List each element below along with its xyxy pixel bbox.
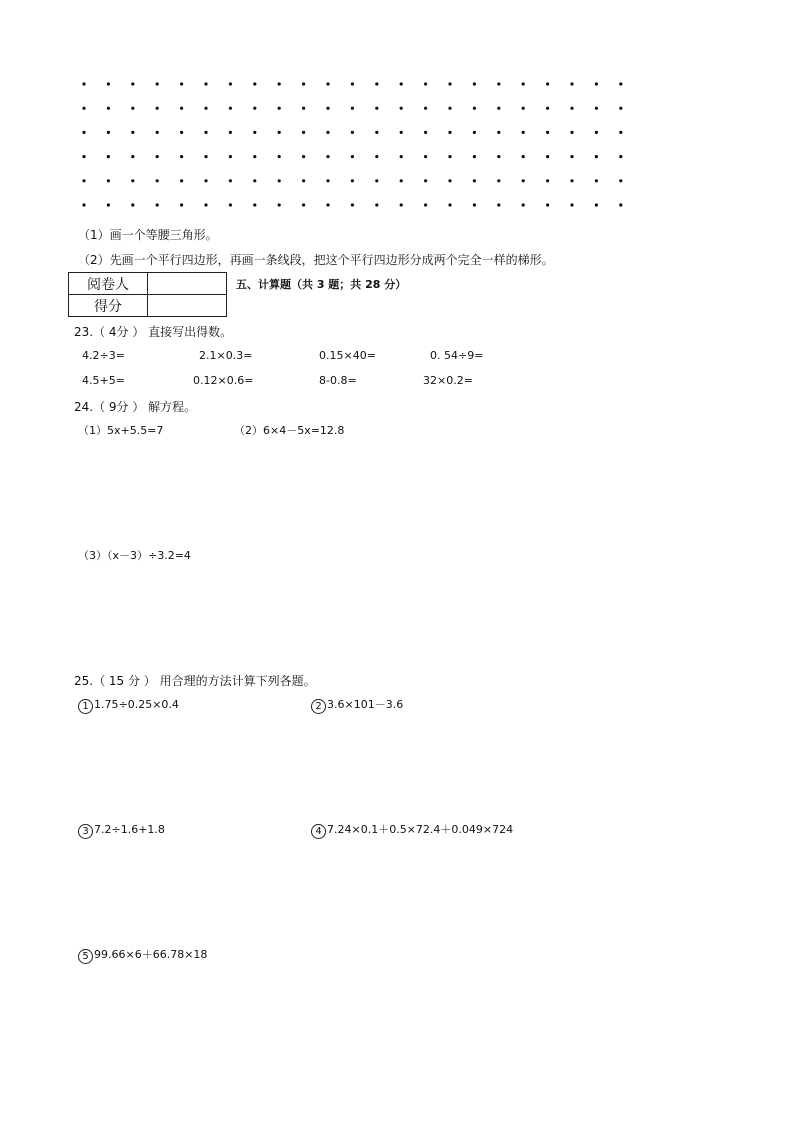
grid-dot <box>302 203 305 206</box>
grid-dot <box>595 82 598 85</box>
grid-dot <box>278 155 281 158</box>
grid-dot <box>204 155 207 158</box>
grid-dot <box>253 203 256 206</box>
grid-dot <box>448 155 451 158</box>
dot-grid <box>74 76 634 216</box>
grid-dot <box>82 107 85 110</box>
grid-dot <box>546 179 549 182</box>
q25-item <box>78 948 207 964</box>
grid-dot <box>107 203 110 206</box>
grid-dot <box>448 203 451 206</box>
grid-dot <box>351 179 354 182</box>
grid-dot <box>424 155 427 158</box>
grid-dot <box>424 107 427 110</box>
grid-dot <box>448 179 451 182</box>
grid-dot <box>473 155 476 158</box>
grid-dot <box>473 131 476 134</box>
grid-dot <box>278 203 281 206</box>
q25-item <box>311 698 403 714</box>
grid-dot <box>448 131 451 134</box>
grid-dot <box>400 155 403 158</box>
grid-dot <box>229 179 232 182</box>
grid-dot <box>351 155 354 158</box>
q25-title: 25.（ 15 分 ） 用合理的方法计算下列各题。 <box>74 674 316 688</box>
grid-dot <box>229 155 232 158</box>
grid-dot <box>522 203 525 206</box>
grid-dot <box>204 107 207 110</box>
grid-dot <box>522 179 525 182</box>
reviewer-label: 阅卷人 <box>69 273 148 295</box>
grid-dot <box>570 131 573 134</box>
grid-dot <box>302 131 305 134</box>
circled-number: 5 <box>78 949 93 964</box>
grid-dot <box>131 107 134 110</box>
grid-dot <box>278 82 281 85</box>
grid-dot <box>253 107 256 110</box>
grid-dot <box>497 179 500 182</box>
grid-dot <box>204 82 207 85</box>
grid-dot <box>229 107 232 110</box>
grid-dot <box>131 155 134 158</box>
grid-dot <box>107 107 110 110</box>
grid-dot <box>229 131 232 134</box>
q24-equation-1: （1）5x+5.5=7 <box>78 424 164 437</box>
grid-dot <box>570 82 573 85</box>
grid-dot <box>375 155 378 158</box>
grid-dot <box>522 107 525 110</box>
grid-dot <box>326 131 329 134</box>
q24-equation-3: （3）（x－3）÷3.2=4 <box>78 549 191 562</box>
grid-dot <box>131 203 134 206</box>
grid-dot <box>302 82 305 85</box>
grid-dot <box>107 155 110 158</box>
q25-expression: 1.75÷0.25×0.4 <box>94 698 179 711</box>
grid-dot <box>326 179 329 182</box>
grid-dot <box>595 155 598 158</box>
grid-dot <box>473 203 476 206</box>
grid-dot <box>424 131 427 134</box>
grid-dot <box>400 107 403 110</box>
grid-dot <box>400 203 403 206</box>
grid-dot <box>156 203 159 206</box>
grid-dot <box>82 179 85 182</box>
grid-dot <box>619 107 622 110</box>
grid-dot <box>156 179 159 182</box>
grid-dot <box>448 107 451 110</box>
grid-dot <box>424 203 427 206</box>
grid-dot <box>180 179 183 182</box>
grid-dot <box>400 82 403 85</box>
grid-dot <box>375 107 378 110</box>
grid-dot <box>82 131 85 134</box>
grid-dot <box>473 107 476 110</box>
grid-dot <box>448 82 451 85</box>
grid-dot <box>229 82 232 85</box>
grid-dot <box>546 131 549 134</box>
q23-item: 8-0.8= <box>319 374 357 387</box>
q23-title: 23.（ 4分 ） 直接写出得数。 <box>74 325 233 339</box>
grid-dot <box>570 203 573 206</box>
grid-dot <box>326 203 329 206</box>
grid-dot <box>131 82 134 85</box>
score-field[interactable] <box>148 295 227 317</box>
q25-expression: 7.2÷1.6+1.8 <box>94 823 165 836</box>
grid-dot <box>595 131 598 134</box>
grid-dot <box>302 155 305 158</box>
q25-item <box>311 823 513 839</box>
grid-dot <box>619 82 622 85</box>
q23-item: 0.15×40= <box>319 349 376 362</box>
grid-dot <box>522 82 525 85</box>
grid-dot <box>204 131 207 134</box>
circled-number: 1 <box>78 699 93 714</box>
grid-dot <box>375 131 378 134</box>
grid-dot <box>522 155 525 158</box>
grid-dot <box>82 155 85 158</box>
grid-dot <box>570 155 573 158</box>
grid-dot <box>619 203 622 206</box>
q23-item: 32×0.2= <box>423 374 473 387</box>
grid-dot <box>278 179 281 182</box>
grid-dot <box>326 155 329 158</box>
q23-item: 4.5+5= <box>82 374 125 387</box>
grid-dot <box>522 131 525 134</box>
grid-dot <box>180 82 183 85</box>
grid-dot <box>229 203 232 206</box>
drawing-task-1: （1）画一个等腰三角形。 <box>78 228 218 242</box>
grid-dot <box>351 82 354 85</box>
grid-dot <box>375 203 378 206</box>
grid-dot <box>473 179 476 182</box>
circled-number: 3 <box>78 824 93 839</box>
grid-dot <box>302 179 305 182</box>
grid-dot <box>497 82 500 85</box>
section-title: 五、计算题（共 3 题；共 28 分） <box>236 278 407 291</box>
grid-dot <box>570 107 573 110</box>
grid-dot <box>107 131 110 134</box>
grid-dot <box>546 82 549 85</box>
grid-dot <box>351 203 354 206</box>
q23-item: 2.1×0.3= <box>199 349 253 362</box>
grid-dot <box>351 131 354 134</box>
grid-dot <box>497 131 500 134</box>
grid-dot <box>156 107 159 110</box>
grid-dot <box>375 82 378 85</box>
grid-dot <box>595 203 598 206</box>
q24-title: 24.（ 9分 ） 解方程。 <box>74 400 197 414</box>
grid-dot <box>156 155 159 158</box>
grid-dot <box>107 82 110 85</box>
grid-dot <box>400 131 403 134</box>
grid-dot <box>595 179 598 182</box>
grid-dot <box>424 82 427 85</box>
score-label: 得分 <box>69 295 148 317</box>
grid-dot <box>156 82 159 85</box>
grid-dot <box>107 179 110 182</box>
q23-item: 0.12×0.6= <box>193 374 254 387</box>
grid-dot <box>156 131 159 134</box>
grid-dot <box>131 179 134 182</box>
grid-dot <box>82 203 85 206</box>
q23-item: 0. 54÷9= <box>430 349 484 362</box>
q25-item <box>78 698 179 714</box>
grid-dot <box>82 82 85 85</box>
grid-dot <box>546 107 549 110</box>
grid-dot <box>278 131 281 134</box>
circled-number: 2 <box>311 699 326 714</box>
grid-dot <box>253 179 256 182</box>
grid-dot <box>546 155 549 158</box>
drawing-task-2: （2）先画一个平行四边形，再画一条线段，把这个平行四边形分成两个完全一样的梯形。 <box>78 253 554 267</box>
grid-dot <box>619 131 622 134</box>
grid-dot <box>570 179 573 182</box>
grid-dot <box>180 203 183 206</box>
grid-dot <box>180 107 183 110</box>
q25-expression: 3.6×101－3.6 <box>327 698 404 711</box>
grid-dot <box>253 131 256 134</box>
grid-dot <box>619 155 622 158</box>
grid-dot <box>204 179 207 182</box>
grid-dot <box>253 155 256 158</box>
grid-dot <box>424 179 427 182</box>
reviewer-field[interactable] <box>148 273 227 295</box>
grid-dot <box>546 203 549 206</box>
q24-equation-2: （2）6×4－5x=12.8 <box>234 424 345 437</box>
score-box <box>68 272 227 317</box>
grid-dot <box>302 107 305 110</box>
grid-dot <box>131 131 134 134</box>
grid-dot <box>204 203 207 206</box>
q25-item <box>78 823 165 839</box>
grid-dot <box>400 179 403 182</box>
grid-dot <box>180 131 183 134</box>
grid-dot <box>497 155 500 158</box>
grid-dot <box>497 107 500 110</box>
q23-item: 4.2÷3= <box>82 349 125 362</box>
q25-expression: 7.24×0.1＋0.5×72.4＋0.049×724 <box>327 823 514 836</box>
grid-dot <box>278 107 281 110</box>
grid-dot <box>351 107 354 110</box>
grid-dot <box>619 179 622 182</box>
grid-dot <box>253 82 256 85</box>
grid-dot <box>497 203 500 206</box>
grid-dot <box>326 82 329 85</box>
q25-expression: 99.66×6＋66.78×18 <box>94 948 208 961</box>
grid-dot <box>375 179 378 182</box>
grid-dot <box>595 107 598 110</box>
grid-dot <box>180 155 183 158</box>
circled-number: 4 <box>311 824 326 839</box>
grid-dot <box>473 82 476 85</box>
grid-dot <box>326 107 329 110</box>
